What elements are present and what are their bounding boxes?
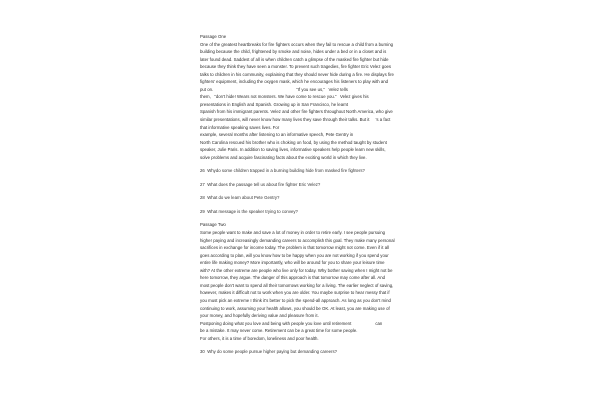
- passage-line: with? At the other extreme are people who live only for today. Why bother saving when I might not be: [200, 267, 393, 273]
- question-26: 26 Whydo some children trapped in a burning building hide from masked fire fighters?: [200, 168, 365, 174]
- passage-line: your money, and hopefully deriving value and pleasure from it.: [200, 313, 319, 319]
- passage-line: you must pick an extreme I think it's better to pick the spend-all approach. As long as you don't mind: [200, 297, 391, 303]
- document-page: [200, 33, 402, 356]
- passage-line: For others, it is a time of boredom, loneliness and poor health.: [200, 335, 319, 341]
- passage-line: speaker, Julie Paris. In addition to saving lives, informative speakers help people learn new skills,: [200, 147, 386, 153]
- passage-line: put on. “If you see us,” Velez tells: [200, 86, 348, 92]
- passage-line: Postponing doing what you love and being with people you love until retirement can: [200, 320, 383, 326]
- passage-line: continuing to work, assuming your health allows, you should be OK. At least, you are making use of: [200, 305, 390, 311]
- passage-line: goes according to plan, will you know how to be happy when you are not working if you spend your: [200, 252, 389, 258]
- passage-line: them, “don’t hide! Wears not monsters. We have come to rescue you.” Velez gives his: [200, 94, 369, 100]
- passage-line: entire life making money? More importantly, who will be around for you to share your leisure time: [200, 260, 385, 266]
- passage-line: Some people want to make and save a lot of money in order to retire early. I see people pursuing: [200, 230, 386, 236]
- passage-line: example, several months after listening to an informative speech, Pete Gentry in: [200, 132, 354, 138]
- passage-line: presentations in English and Spanish. Growing up in San Francisco, he learnt: [200, 101, 349, 107]
- passage-one-body: [200, 41, 402, 162]
- passage-line: talks to children in his community, explaining that they should never hide during a fire. He displays fire: [200, 71, 394, 77]
- passage-line: similar presentations, will never know how many lives they save through their talks. But it ’s a fact: [200, 117, 391, 123]
- passage-line: later found dead. Saddest of all is when children catch a glimpse of the masked fire fighter but hide: [200, 56, 389, 62]
- passage-line: that informative speaking saves lives. For: [200, 124, 280, 130]
- question-27: 27 What does the passage tell us about fire fighter Eric Velez?: [200, 181, 321, 187]
- passage-line: here tomorrow, they argue. The danger of this approach is that tomorrow may come after all. And: [200, 275, 386, 281]
- passage-line: Spanish from his immigrant parents. Velez and other fire fighters throughout North America, who give: [200, 109, 393, 115]
- passage-line: however, makes it difficult not to work when you are older. You maybe surprise to hear messy that if: [200, 290, 390, 296]
- passage-line: higher paying and increasingly demanding careers to accomplish this goal. They make many personal: [200, 237, 395, 243]
- passage-line: most people don't want to spend all their tomorrows working for a living. The earlier neglect of saving,: [200, 282, 394, 288]
- passage-two-body: [200, 229, 402, 342]
- question-30: 30 Why do some people pursue higher paying but demanding careers?: [200, 349, 338, 355]
- passage-line: because they think they have seen a monster. To prevent such tragedies, fire fighter Eric Velez goes: [200, 64, 392, 70]
- passage-line: North Carolina rescued his brother who is choking on food, by using the method taught by student: [200, 139, 387, 145]
- passage-line: building because the child, frightened by smoke and noise, hides under a bed or in a closet and is: [200, 49, 387, 55]
- passage-one-heading: Passage One: [200, 34, 227, 39]
- passage-line: solve problems and acquire fascinating facts about the exciting world in which they live.: [200, 154, 367, 160]
- question-29: 29 What message is the speaker trying to convey?: [200, 208, 298, 214]
- passage-line: be a mistake. It may never come. Retirement can be a great time for some people.: [200, 328, 358, 334]
- passage-line: One of the greatest heartbreaks for fire fighters occurs when they fail to rescue a child from a burning: [200, 41, 394, 47]
- passage-two-heading: Passage Two: [200, 222, 226, 228]
- question-28: 28 What do we learn about Pete Gentry?: [200, 195, 280, 201]
- passage-line: fighters’ equipment, including the oxygen mask, which he encourages his listeners to play with and: [200, 79, 389, 85]
- passage-line: sacrifices in exchange for income today. The problem is that tomorrow might not come. Even if it all: [200, 245, 390, 251]
